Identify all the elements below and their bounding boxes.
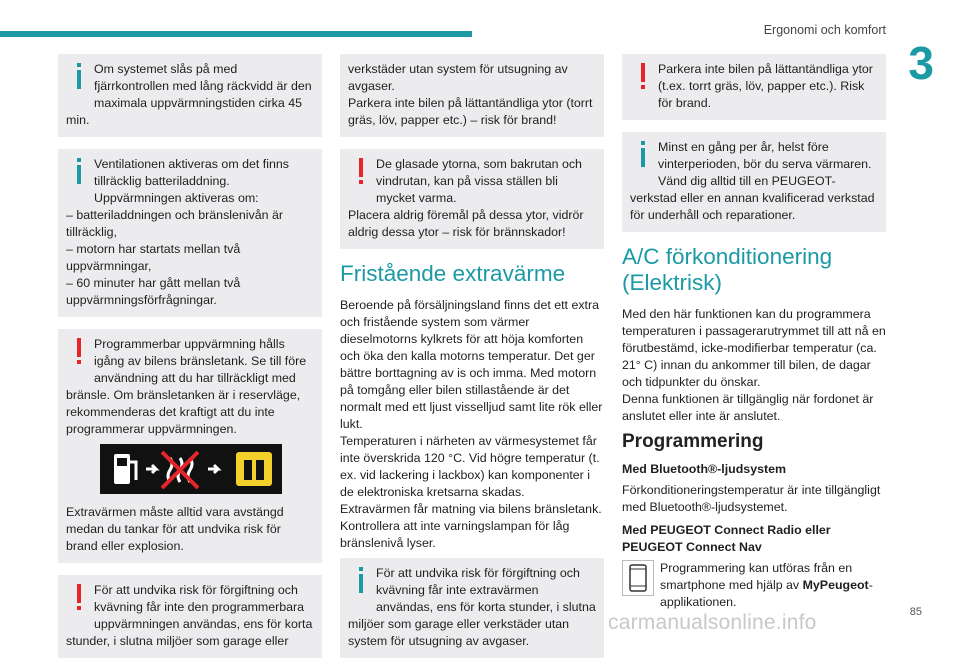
info-icon (630, 139, 656, 175)
warning-text: verkstäder utan system för utsugning av avgaser. (348, 62, 568, 93)
warning-icon (66, 336, 92, 372)
warning-box (58, 329, 322, 563)
sub-heading: Med PEUGEOT Connect Radio eller PEUGEOT Connect Nav (622, 523, 831, 554)
body-text: Extravärmen får matning via bilens bränsletank. Kontrollera att inte varningslampan för låg bränslenivå lyser. (340, 502, 602, 550)
page-number: 85 (909, 606, 922, 618)
info-text: Minst en gång per år, helst före vinterperioden, bör du serva värmaren. (658, 140, 872, 171)
body-text: Beroende på försäljningsland finns det ett extra och fristående system som värmer dieselmotorns kylkrets för att höja komforten och öka den kalla motorns temperatur. Det ger bättre borttagning av is och imma. Med motorn på tomgång eller bilen stillastående är det normalt med ett ljust visselljud samt lite rök eller lukt. (340, 298, 603, 431)
info-text: Uppvärmningen aktiveras om: (94, 191, 259, 205)
info-text: – motorn har startats mellan två uppvärmningar, (66, 242, 241, 273)
heater-warning-pictogram (100, 444, 282, 494)
body-text: Temperaturen i närheten av värmesystemet får inte överskrida 120 °C. Vid högre temperatur (t. ex. vid lackering i lackbox) kan komponenter i de elektroniska kretsarna skadas. (340, 434, 600, 499)
watermark: carmanualsonline.info (608, 611, 817, 634)
smartphone-note (622, 560, 886, 611)
info-text: Om systemet slås på med fjärrkontrollen med lång räckvidd är den maximala uppvärmningstiden cirka 45 min. (66, 62, 312, 127)
warning-text: Extravärmen måste alltid vara avstängd medan du tankar för att undvika risk för brand eller explosion. (66, 505, 284, 553)
info-icon (348, 565, 374, 601)
section-heading: A/C förkonditionering (Elektrisk) (622, 244, 833, 295)
smartphone-text: Programmering kan utföras från en smartphone med hjälp av (660, 561, 853, 592)
smartphone-text-tail: -applikationen. (660, 578, 873, 609)
top-accent-bar (0, 31, 472, 37)
info-box (58, 149, 322, 317)
info-text: För att undvika risk för förgiftning och kvävning får inte extravärmen användas, ens för korta stunder, i slutna miljöer som garage eller verkstäder utan system för utsugning av avgaser. (348, 566, 596, 648)
info-text: – batteriladdningen och bränslenivån är tillräcklig, (66, 208, 283, 239)
body-text: Med den här funktionen kan du programmera temperaturen i passagerarutrymmet till att nå en förutbestämd, icke-modifierbar temperatur (ca. 21° C) innan du ankommer till bilen, de dagar och tidpunkter du önskar. (622, 307, 886, 389)
info-text: – 60 minuter har gått mellan två uppvärmningsförfrågningar. (66, 276, 241, 307)
info-box (340, 558, 604, 658)
info-text: Ventilationen aktiveras om det finns tillräcklig batteriladdning. (94, 157, 289, 188)
warning-box (58, 575, 322, 658)
warning-text: Parkera inte bilen på lättantändliga ytor (torrt gräs, löv, papper etc.) – risk för brand! (348, 96, 593, 127)
warning-icon (66, 582, 92, 618)
warning-text: Placera aldrig föremål på dessa ytor, vidrör aldrig dessa ytor – risk för brännskador! (348, 208, 584, 239)
warning-box (340, 149, 604, 249)
warning-text: De glasade ytorna, som bakrutan och vindrutan, kan på vissa ställen bli mycket varma. (376, 157, 582, 205)
column-3 (622, 54, 886, 611)
warning-icon (348, 156, 374, 192)
body-text: Förkonditioneringstemperatur är inte tillgängligt med Bluetooth®-ljudsystemet. (622, 483, 881, 514)
column-1 (58, 54, 322, 670)
warning-text: Programmerbar uppvärmning hålls igång av bilens bränsletank. Se till före användning att du har tillräckligt med bränsle. Om bränsletanken är i reservläge, rekommenderas det kraftigt att du inte programmerar uppvärmningen. (66, 337, 307, 436)
app-name: MyPeugeot (802, 578, 869, 592)
info-box (622, 132, 886, 232)
sub-heading: Med Bluetooth®-ljudsystem (622, 462, 787, 476)
warning-box-continued (340, 54, 604, 137)
info-box (58, 54, 322, 137)
body-text: Denna funktionen är tillgänglig när fordonet är anslutet eller inte är anslutet. (622, 392, 874, 423)
warning-box (622, 54, 886, 120)
section-heading: Fristående extravärme (340, 261, 566, 286)
info-text: Vänd dig alltid till en PEUGEOT-verkstad eller en annan kvalificerad verkstad för underhåll och reparationer. (630, 174, 875, 222)
info-icon (66, 156, 92, 192)
warning-text: Parkera inte bilen på lättantändliga ytor (t.ex. torrt gräs, löv, papper etc.). Risk för brand. (658, 62, 873, 110)
smartphone-icon (622, 560, 654, 596)
info-icon (66, 61, 92, 97)
warning-text: För att undvika risk för förgiftning och kvävning får inte den programmerbara uppvärmningen användas, ens för korta stunder, i slutna miljöer som garage eller (66, 583, 313, 648)
subsection-heading: Programmering (622, 431, 764, 452)
chapter-number: 3 (908, 37, 934, 89)
warning-icon (630, 61, 656, 97)
page-header-title: Ergonomi och komfort (763, 23, 886, 37)
column-2 (340, 54, 604, 670)
